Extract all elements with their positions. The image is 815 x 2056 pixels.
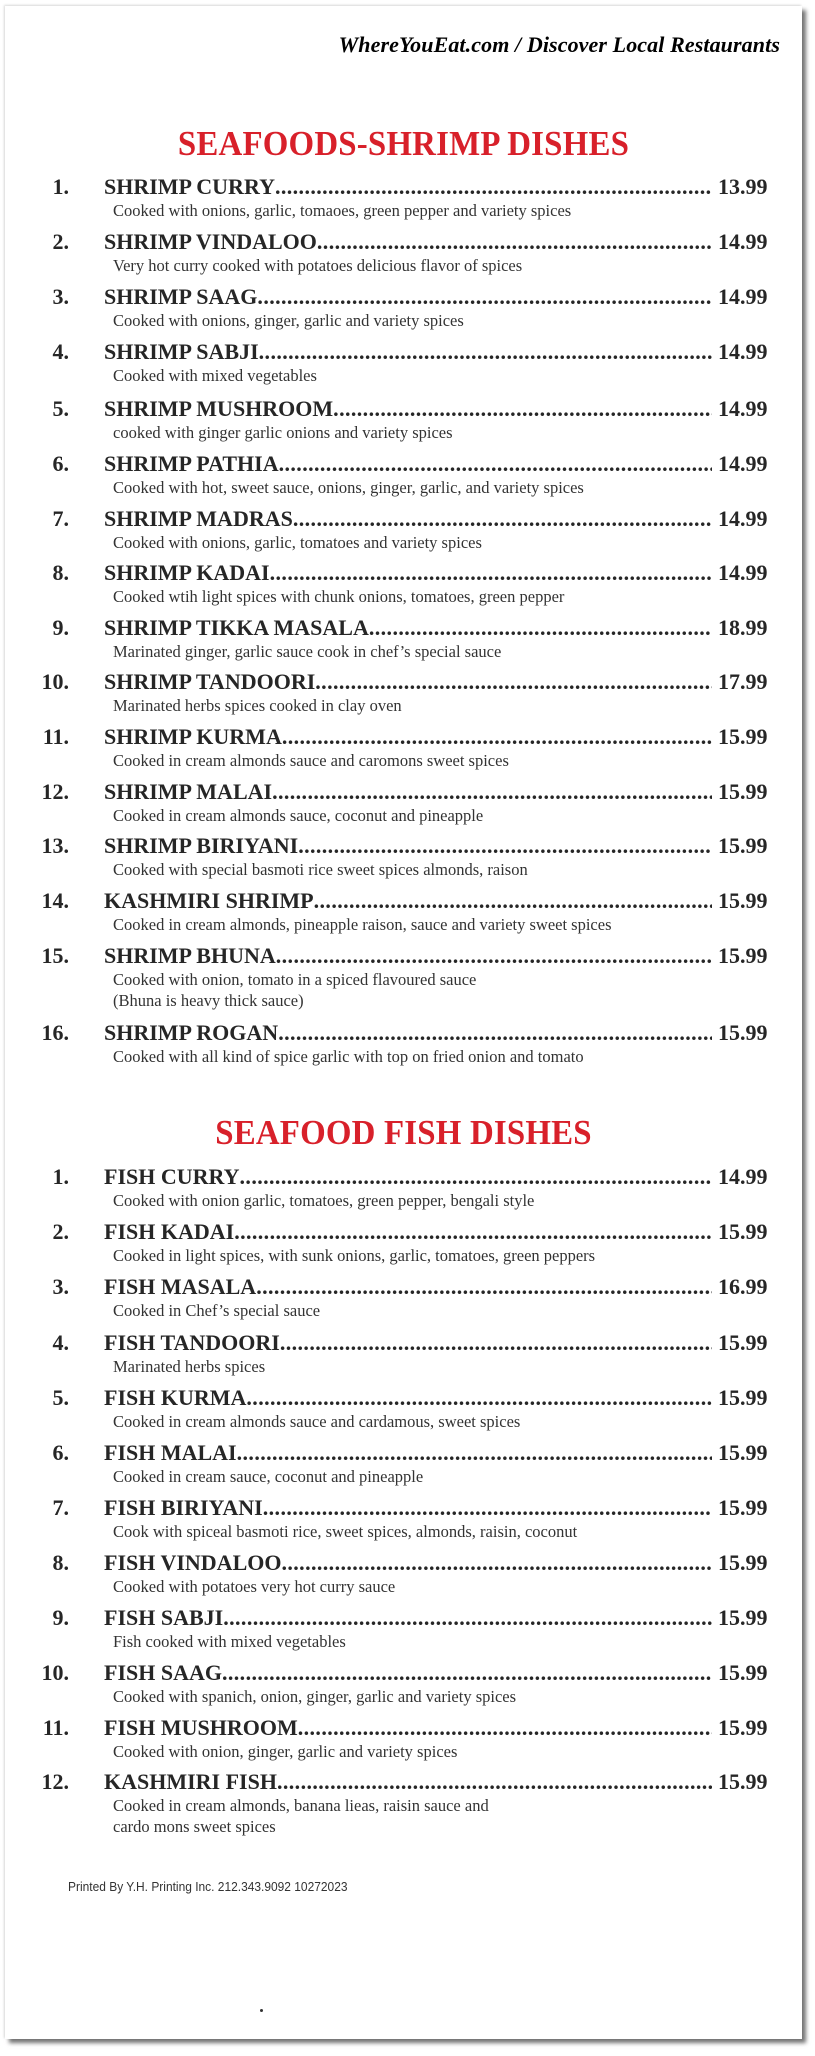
item-description: Cooked in cream almonds sauce and caromons sweet spices xyxy=(113,751,509,770)
item-number: 6. xyxy=(52,1440,69,1465)
item-description: (Bhuna is heavy thick sauce) xyxy=(113,991,304,1010)
section-title-fish: SEAFOOD FISH DISHES xyxy=(215,1113,592,1152)
item-description: Cooked in Chef’s special sauce xyxy=(113,1301,321,1320)
item-name: SHRIMP SAAG xyxy=(104,284,258,309)
item-number: 16. xyxy=(41,1020,69,1045)
item-price: 15.99 xyxy=(718,943,768,968)
stray-dot xyxy=(260,2009,263,2012)
item-description: Cooked with hot, sweet sauce, onions, ginger, garlic, and variety spices xyxy=(113,478,584,497)
item-number: 13. xyxy=(41,833,69,858)
item-price: 15.99 xyxy=(718,888,768,913)
item-description: Cooked wtih light spices with chunk onions, tomatoes, green pepper xyxy=(113,587,565,606)
item-price: 15.99 xyxy=(718,1020,768,1045)
site-header: WhereYouEat.com / Discover Local Restaurants xyxy=(338,32,780,57)
item-description: Cooked in cream almonds sauce, coconut and pineapple xyxy=(113,806,484,825)
item-number: 3. xyxy=(52,284,69,309)
item-description: Cooked with spanich, onion, ginger, garlic and variety spices xyxy=(113,1687,517,1706)
item-number: 12. xyxy=(41,1769,69,1794)
item-number: 2. xyxy=(52,1219,69,1244)
item-number: 7. xyxy=(52,1495,69,1520)
item-price: 14.99 xyxy=(718,560,768,585)
dot-leader xyxy=(281,1550,712,1576)
dot-leader xyxy=(280,1330,712,1356)
item-description: cooked with ginger garlic onions and variety spices xyxy=(113,423,453,442)
item-price: 15.99 xyxy=(718,1769,768,1794)
dot-leader xyxy=(272,779,712,805)
item-price: 14.99 xyxy=(718,229,768,254)
item-name: FISH TANDOORI xyxy=(104,1330,280,1355)
dot-leader xyxy=(259,339,712,365)
dot-leader xyxy=(314,888,712,914)
item-price: 15.99 xyxy=(718,833,768,858)
item-price: 15.99 xyxy=(718,779,768,804)
item-number: 8. xyxy=(52,560,69,585)
dot-leader xyxy=(317,229,712,255)
item-number: 14. xyxy=(41,888,69,913)
item-description: Cooked with onions, garlic, tomatoes and variety spices xyxy=(113,533,482,552)
item-name: KASHMIRI FISH xyxy=(104,1769,277,1794)
item-price: 15.99 xyxy=(718,1385,768,1410)
item-description: Fish cooked with mixed vegetables xyxy=(113,1632,346,1651)
item-number: 10. xyxy=(41,669,69,694)
dot-leader xyxy=(237,1440,712,1466)
menu-page xyxy=(5,6,802,2039)
item-name: SHRIMP ROGAN xyxy=(104,1020,279,1045)
item-description: Cooked in light spices, with sunk onions, garlic, tomatoes, green peppers xyxy=(113,1246,596,1265)
item-number: 5. xyxy=(52,396,69,421)
item-number: 9. xyxy=(52,615,69,640)
item-price: 14.99 xyxy=(718,451,768,476)
dot-leader xyxy=(256,1274,712,1300)
item-description: Marinated herbs spices xyxy=(113,1357,266,1376)
item-number: 6. xyxy=(52,451,69,476)
item-number: 5. xyxy=(52,1385,69,1410)
item-description: Cooked with potatoes very hot curry sauce xyxy=(113,1577,396,1596)
dot-leader xyxy=(275,174,712,200)
item-price: 18.99 xyxy=(718,615,768,640)
item-price: 15.99 xyxy=(718,1605,768,1630)
dot-leader xyxy=(223,1605,712,1631)
item-price: 17.99 xyxy=(718,669,768,694)
item-name: SHRIMP MALAI xyxy=(104,779,273,804)
item-number: 4. xyxy=(52,1330,69,1355)
item-name: SHRIMP PATHIA xyxy=(104,451,279,476)
item-price: 15.99 xyxy=(718,1715,768,1740)
item-price: 14.99 xyxy=(718,506,768,531)
item-name: SHRIMP VINDALOO xyxy=(104,229,317,254)
item-description: Cooked with onion, ginger, garlic and variety spices xyxy=(113,1742,458,1761)
dot-leader xyxy=(277,1769,712,1795)
dot-leader xyxy=(369,615,712,641)
item-price: 15.99 xyxy=(718,1440,768,1465)
item-name: FISH CURRY xyxy=(104,1164,240,1189)
item-description: Cooked in cream almonds sauce and cardamous, sweet spices xyxy=(113,1412,521,1431)
item-price: 14.99 xyxy=(718,339,768,364)
item-price: 16.99 xyxy=(718,1274,768,1299)
dot-leader xyxy=(240,1164,712,1190)
item-number: 8. xyxy=(52,1550,69,1575)
item-name: FISH MUSHROOM xyxy=(104,1715,298,1740)
dot-leader xyxy=(278,1020,712,1046)
item-price: 14.99 xyxy=(718,396,768,421)
item-price: 15.99 xyxy=(718,1495,768,1520)
dot-leader xyxy=(257,284,712,310)
item-name: FISH KURMA xyxy=(104,1385,247,1410)
item-number: 1. xyxy=(52,174,69,199)
item-description: Marinated ginger, garlic sauce cook in chef’s special sauce xyxy=(113,642,502,661)
item-description: Cooked with all kind of spice garlic with top on fried onion and tomato xyxy=(113,1047,584,1066)
dot-leader xyxy=(315,669,712,695)
item-name: SHRIMP BHUNA xyxy=(104,943,276,968)
item-description: Cooked with onions, ginger, garlic and variety spices xyxy=(113,311,464,330)
item-description: Cooked with mixed vegetables xyxy=(113,366,317,385)
item-number: 1. xyxy=(52,1164,69,1189)
item-number: 12. xyxy=(41,779,69,804)
dot-leader xyxy=(333,396,712,422)
dot-leader xyxy=(276,943,712,969)
item-price: 15.99 xyxy=(718,1330,768,1355)
item-number: 9. xyxy=(52,1605,69,1630)
item-name: FISH KADAI xyxy=(104,1219,235,1244)
item-description: Cooked in cream sauce, coconut and pineapple xyxy=(113,1467,424,1486)
dot-leader xyxy=(282,724,712,750)
dot-leader xyxy=(279,451,712,477)
item-number: 3. xyxy=(52,1274,69,1299)
item-price: 15.99 xyxy=(718,1550,768,1575)
item-name: KASHMIRI SHRIMP xyxy=(104,888,314,913)
item-name: FISH MASALA xyxy=(104,1274,257,1299)
item-name: FISH VINDALOO xyxy=(104,1550,282,1575)
item-description: Cooked with onion, tomato in a spiced flavoured sauce xyxy=(113,970,477,989)
dot-leader xyxy=(298,1715,712,1741)
dot-leader xyxy=(234,1219,712,1245)
item-name: SHRIMP BIRIYANI xyxy=(104,833,299,858)
item-description: Cooked in cream almonds, banana lieas, raisin sauce and xyxy=(113,1796,489,1815)
item-name: SHRIMP MADRAS xyxy=(104,506,293,531)
dot-leader xyxy=(293,506,712,532)
item-number: 2. xyxy=(52,229,69,254)
item-name: FISH BIRIYANI xyxy=(104,1495,263,1520)
item-price: 15.99 xyxy=(718,1219,768,1244)
item-number: 7. xyxy=(52,506,69,531)
item-number: 11. xyxy=(42,724,69,749)
item-name: FISH SABJI xyxy=(104,1605,224,1630)
item-name: SHRIMP CURRY xyxy=(104,174,275,199)
item-name: SHRIMP KADAI xyxy=(104,560,270,585)
item-name: SHRIMP TIKKA MASALA xyxy=(104,615,369,640)
item-price: 14.99 xyxy=(718,1164,768,1189)
item-name: SHRIMP KURMA xyxy=(104,724,282,749)
item-description: Cooked with special basmoti rice sweet spices almonds, raison xyxy=(113,860,528,879)
item-number: 4. xyxy=(52,339,69,364)
item-price: 15.99 xyxy=(718,1660,768,1685)
dot-leader xyxy=(263,1495,712,1521)
item-number: 10. xyxy=(41,1660,69,1685)
item-description: Marinated herbs spices cooked in clay oven xyxy=(113,696,402,715)
item-number: 11. xyxy=(42,1715,69,1740)
dot-leader xyxy=(246,1385,712,1411)
dot-leader xyxy=(270,560,712,586)
item-price: 15.99 xyxy=(718,724,768,749)
item-description: Cooked with onions, garlic, tomaoes, green pepper and variety spices xyxy=(113,201,572,220)
item-name: FISH SAAG xyxy=(104,1660,222,1685)
item-name: FISH MALAI xyxy=(104,1440,237,1465)
item-price: 14.99 xyxy=(718,284,768,309)
item-description: Cooked in cream almonds, pineapple raison, sauce and variety sweet spices xyxy=(113,915,612,934)
item-price: 13.99 xyxy=(718,174,768,199)
item-number: 15. xyxy=(41,943,69,968)
item-name: SHRIMP TANDOORI xyxy=(104,669,316,694)
printer-credit: Printed By Y.H. Printing Inc. 212.343.9092 10272023 xyxy=(68,1879,348,1894)
dot-leader xyxy=(222,1660,712,1686)
item-description: Very hot curry cooked with potatoes delicious flavor of spices xyxy=(113,256,523,275)
item-name: SHRIMP SABJI xyxy=(104,339,259,364)
dot-leader xyxy=(298,833,712,859)
item-name: SHRIMP MUSHROOM xyxy=(104,396,334,421)
item-description: Cooked with onion garlic, tomatoes, green pepper, bengali style xyxy=(113,1191,535,1210)
section-title-shrimp: SEAFOODS-SHRIMP DISHES xyxy=(177,124,630,163)
item-description: Cook with spiceal basmoti rice, sweet spices, almonds, raisin, coconut xyxy=(113,1522,578,1541)
item-description: cardo mons sweet spices xyxy=(113,1817,276,1836)
